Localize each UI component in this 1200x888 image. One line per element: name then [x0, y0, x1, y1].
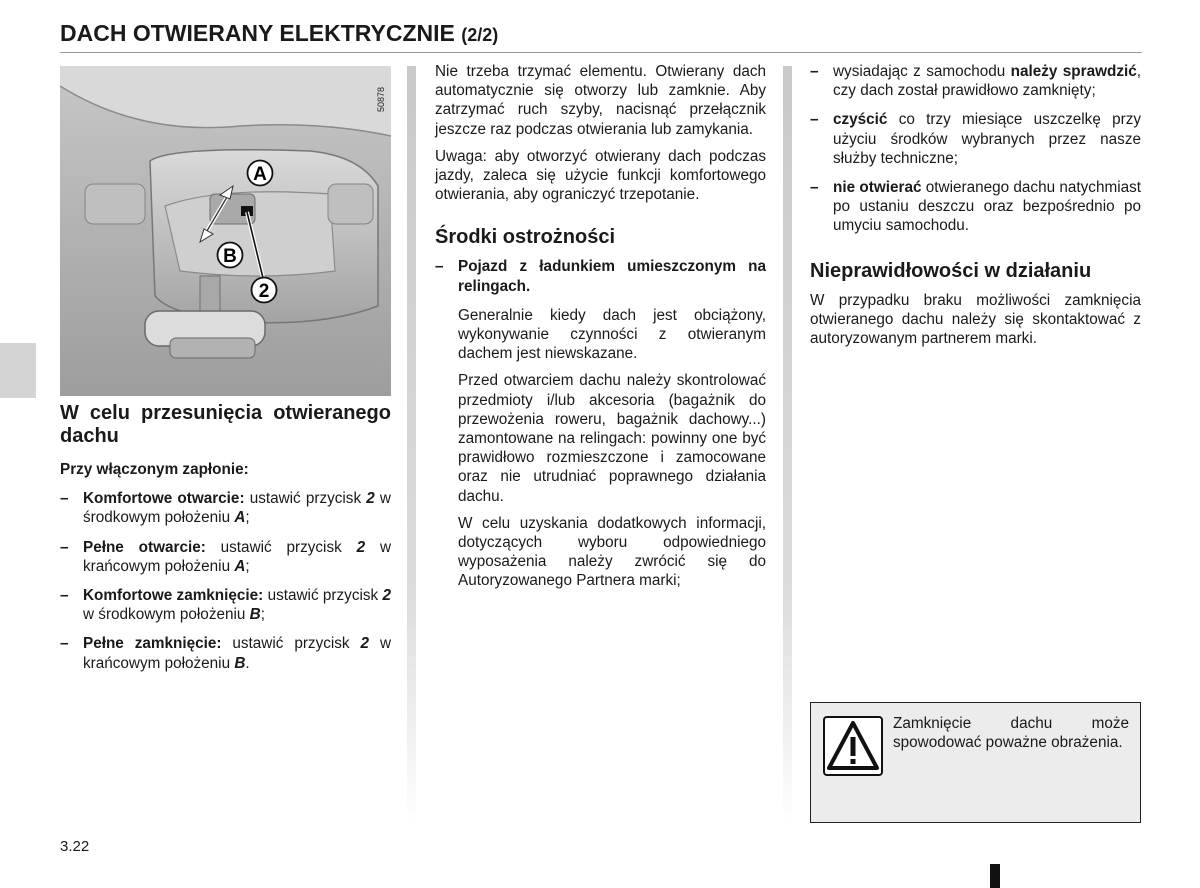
position-ref: B [234, 654, 246, 672]
position-ref: B [249, 606, 261, 624]
column-divider-1 [407, 66, 416, 824]
roof-console-illustration [60, 66, 391, 396]
mode-text: ustawić przycisk [263, 587, 383, 605]
button-ref: 2 [356, 538, 366, 556]
callout-2 [252, 278, 277, 303]
figure-number: 50878 [376, 86, 386, 112]
precaution-paragraph-3: W celu uzyskania dodatkowych informacji, dotyczących wyboru odpowiedniego wyposażenia należy zwrócić się do Autoryzowanego Partnera marki; [458, 514, 766, 590]
mode-name: Pełne zamknięcie: [83, 635, 222, 653]
button-ref: 2 [382, 587, 392, 605]
advice-list-item [810, 110, 1141, 168]
mode-text: . [245, 654, 250, 672]
mode-list-item [60, 634, 391, 672]
mode-text: w środkowym położeniu [83, 490, 391, 527]
dash-marker: – [810, 179, 819, 197]
position-ref: A [234, 509, 246, 527]
warning-triangle-icon [823, 716, 883, 776]
dash-marker: – [60, 490, 69, 508]
mode-text: ; [245, 557, 250, 575]
dash-marker: – [60, 538, 69, 556]
chapter-tab [0, 343, 36, 398]
mode-text: w krańcowym położeniu [83, 538, 391, 575]
mode-text: ; [260, 606, 265, 624]
mode-list-item [60, 538, 391, 576]
mode-name: Komfortowe otwarcie: [83, 490, 245, 508]
warning-text: Zamknięcie dachu może spowodować poważne obrażenia. [893, 715, 1129, 752]
dash-marker: – [810, 63, 819, 80]
advice-text: , czy dach został prawidłowo zamknięty; [833, 63, 1141, 100]
callout-a [248, 161, 273, 186]
section-heading-move-roof: W celu przesunięcia otwieranego dachu [60, 402, 391, 447]
mode-list [60, 489, 391, 673]
button-ref: 2 [366, 490, 375, 508]
mode-list-item [60, 586, 391, 624]
malfunction-paragraph: W przypadku braku możliwości zamknięcia otwieranego dachu należy się skontaktować z autoryzowanym partnerem marki. [810, 291, 1141, 348]
note-paragraph: Uwaga: aby otworzyć otwierany dach podczas jazdy, zaleca się użycie funkcji komfortowego otwierania, aby ograniczyć trzepotanie. [435, 147, 766, 204]
column-1 [60, 402, 391, 683]
dash-marker: – [60, 587, 69, 605]
edge-marker [990, 864, 1000, 888]
svg-text:A: A [253, 164, 267, 185]
page-title [60, 20, 498, 47]
mode-name: Komfortowe zamknięcie: [83, 587, 264, 605]
mode-text: ustawić przycisk [205, 538, 357, 556]
precaution-item-title: Pojazd z ładunkiem umieszczonym na relingach. [458, 258, 766, 295]
precaution-paragraph-2: Przed otwarciem dachu należy skontrolować przedmioty i/lub akcesoria (bagażnik do przewożenia roweru, bagażnik dachowy...) zamontowane na relingach: powinny one być prawidłowo rozmieszczone i zamocowane oraz nie utrudniać poprawnego działania dachu. [458, 372, 766, 505]
position-ref: A [234, 557, 246, 575]
title-text: DACH OTWIERANY ELEKTRYCZNIE [60, 20, 455, 46]
mode-text: ; [245, 509, 250, 527]
mode-text: ustawić przycisk [221, 635, 361, 653]
mode-list-item [60, 489, 391, 527]
dash-marker: – [810, 111, 819, 129]
advice-keyword: czyścić [833, 111, 888, 129]
section-heading-precautions: Środki ostrożności [435, 226, 616, 249]
auto-operation-paragraph: Nie trzeba trzymać elementu. Otwierany dach automatycznie się otworzy lub zamknie. Aby zatrzymać ruch szyby, nacisnąć przełącznik jeszcze raz podczas otwierania lub zamykania. [435, 63, 766, 138]
title-rule [60, 52, 1142, 53]
page-number: 3.22 [60, 838, 90, 855]
advice-list [810, 62, 1141, 236]
advice-keyword: nie otwierać [833, 179, 922, 197]
warning-box [810, 702, 1141, 823]
advice-text: otwieranego dachu natychmiast po ustaniu deszczu oraz bezpośrednio po umyciu samochodu. [833, 179, 1141, 235]
section-heading-malfunctions: Nieprawidłowości w działaniu [810, 259, 1092, 282]
callout-b [218, 243, 243, 268]
precaution-paragraph-1: Generalnie kiedy dach jest obciążony, wykonywanie czynności z otwieranym dachem jest niewskazane. [458, 306, 766, 363]
button-ref: 2 [360, 635, 370, 653]
advice-list-item [810, 178, 1141, 236]
mode-text: w środkowym położeniu [83, 606, 250, 624]
advice-keyword: należy sprawdzić [1010, 63, 1137, 80]
advice-list-item [810, 62, 1141, 100]
mode-text: w krańcowym położeniu [83, 635, 391, 672]
precaution-item [435, 257, 766, 295]
advice-text: co trzy miesiące uszczelkę przy użyciu środków wybranych przez nasze służby techniczne; [833, 111, 1141, 167]
intro-ignition: Przy włączonym zapłonie: [60, 461, 249, 478]
column-3 [810, 62, 1141, 356]
title-part: (2/2) [461, 25, 499, 45]
illustration-svg [60, 66, 391, 396]
svg-text:2: 2 [258, 281, 270, 302]
dash-marker: – [435, 258, 444, 276]
advice-text: wysiadając z samochodu [833, 63, 1011, 80]
dash-marker: – [60, 635, 69, 653]
column-divider-2 [783, 66, 792, 824]
mode-name: Pełne otwarcie: [83, 538, 206, 556]
column-2 [435, 62, 766, 599]
svg-text:B: B [223, 246, 237, 267]
mode-text: ustawić przycisk [244, 490, 367, 508]
